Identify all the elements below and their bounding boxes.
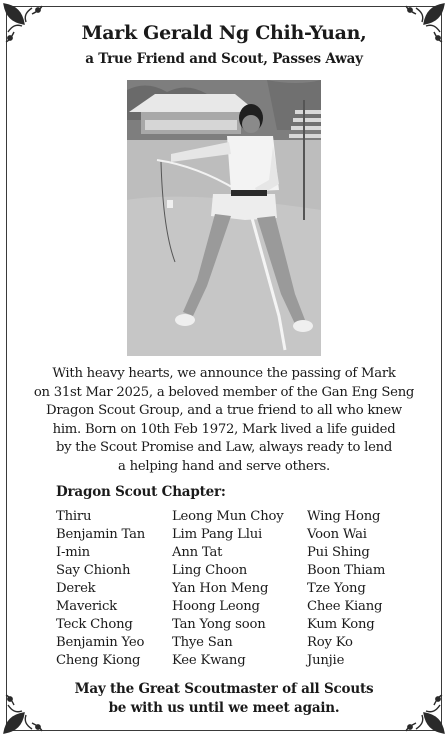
- notice-subtitle: a True Friend and Scout, Passes Away: [85, 51, 363, 67]
- member-name: Benjamin Tan: [56, 527, 146, 542]
- member-name: Ling Choon: [172, 563, 248, 578]
- member-name: Boon Thiam: [307, 563, 386, 578]
- member-name: Lim Pang Llui: [172, 527, 263, 542]
- member-name: Junjie: [307, 653, 345, 668]
- member-name: Pui Shing: [307, 545, 370, 560]
- member-name: Maverick: [56, 599, 117, 614]
- member-name: Thye San: [172, 635, 233, 650]
- member-name: Leong Mun Choy: [172, 509, 284, 524]
- member-name: Tze Yong: [307, 581, 366, 596]
- announcement-line: by the Scout Promise and Law, always ready to lend: [55, 440, 393, 456]
- member-name: Thiru: [56, 509, 92, 524]
- announcement-line: him. Born on 10th Feb 1972, Mark lived a life guided: [52, 421, 396, 437]
- member-name: Say Chionh: [56, 563, 131, 578]
- closing-line-1: May the Great Scoutmaster of all Scouts: [74, 681, 374, 697]
- names-column-3: [307, 508, 385, 670]
- member-name: Ann Tat: [172, 545, 223, 560]
- announcement-line: Dragon Scout Group, and a true friend to all who knew: [46, 403, 402, 419]
- member-name: Yan Hon Meng: [172, 581, 269, 596]
- announcement-text: [20, 365, 428, 477]
- memorial-photo: [127, 80, 321, 356]
- member-name: Hoong Leong: [172, 599, 260, 614]
- notice-title: Mark Gerald Ng Chih-Yuan,: [81, 22, 367, 44]
- announcement-line: on 31st Mar 2025, a beloved member of the Gan Eng Seng: [33, 384, 415, 400]
- member-name: Teck Chong: [56, 617, 133, 632]
- names-column-2: [172, 508, 283, 670]
- member-name: Cheng Kiong: [56, 653, 141, 668]
- member-name: Tan Yong soon: [172, 617, 266, 632]
- names-column-1: [56, 508, 145, 670]
- member-name: I-min: [56, 545, 90, 560]
- member-name: Wing Hong: [307, 509, 381, 524]
- chapter-heading: Dragon Scout Chapter:: [56, 484, 226, 500]
- member-name: Kum Kong: [307, 617, 375, 632]
- member-name: Chee Kiang: [307, 599, 383, 614]
- closing-line-2: be with us until we meet again.: [108, 700, 340, 716]
- member-name: Derek: [56, 581, 96, 596]
- member-name: Roy Ko: [307, 635, 353, 650]
- member-name: Benjamin Yeo: [56, 635, 145, 650]
- member-name: Voon Wai: [307, 527, 367, 542]
- member-name: Kee Kwang: [172, 653, 246, 668]
- closing-message: [0, 680, 448, 718]
- announcement-line: a helping hand and serve others.: [118, 458, 330, 474]
- announcement-line: With heavy hearts, we announce the passing of Mark: [52, 366, 396, 381]
